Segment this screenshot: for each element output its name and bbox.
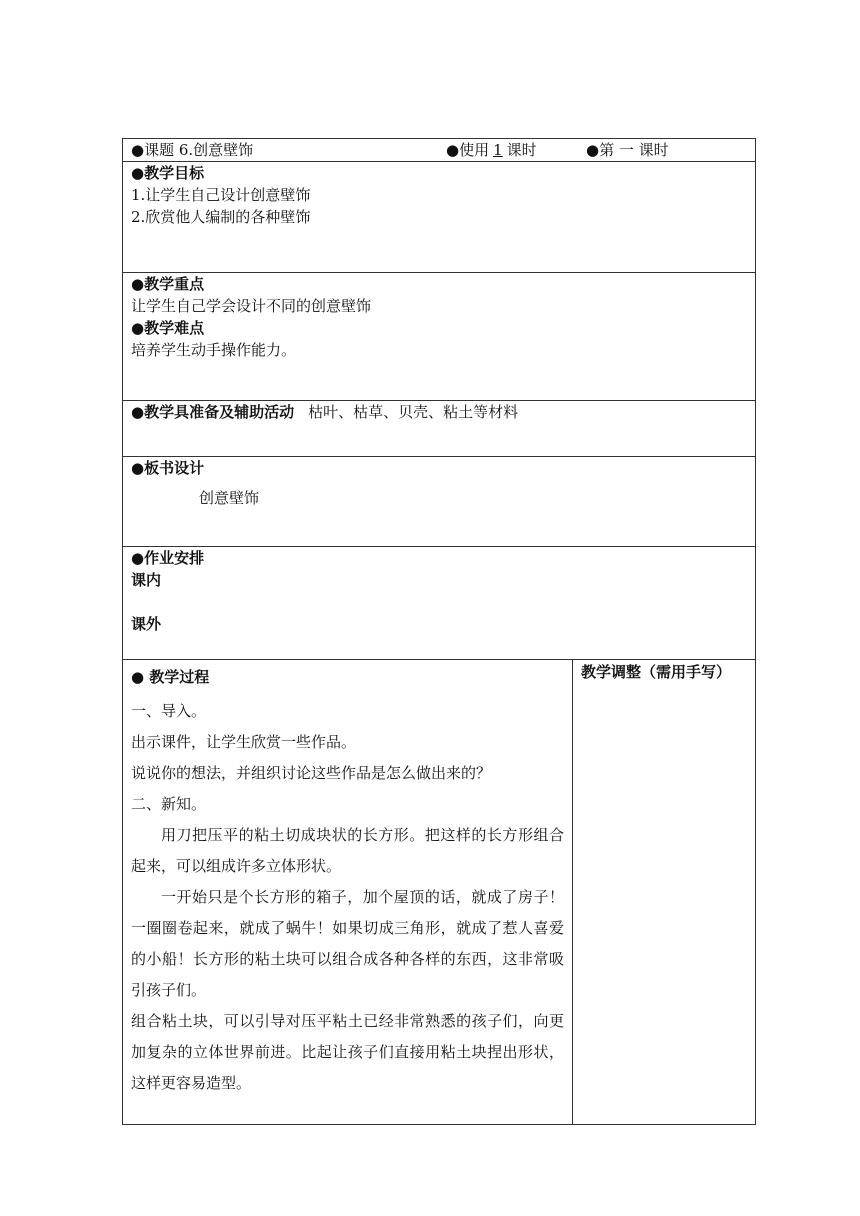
homework-cell <box>123 547 756 660</box>
homework-in-class: 课内 <box>131 571 162 589</box>
board-row <box>123 457 756 547</box>
key-points-cell <box>123 273 756 401</box>
process-line: 说说你的想法，并组织讨论这些作品是怎么做出来的？ <box>131 764 492 782</box>
process-row <box>123 660 756 1125</box>
homework-gap <box>131 591 747 613</box>
goal-item: 2.欣赏他人编制的各种壁饰 <box>131 208 311 226</box>
usage-prefix: ●使用 <box>446 141 490 159</box>
lesson-plan-table <box>122 138 756 1125</box>
process-line: 一、导入。 <box>131 702 207 720</box>
usage-number: 1 <box>493 141 503 159</box>
process-line: 二、新知。 <box>131 795 207 813</box>
board-cell <box>123 457 756 547</box>
lesson-plan-page <box>122 138 755 1125</box>
process-paragraph: 用刀把压平的粘土切成块状的长方形。把这样的长方形组合起来，可以组成许多立体形状。 <box>131 826 564 875</box>
preparation-row <box>123 401 756 457</box>
process-line: 出示课件，让学生欣赏一些作品。 <box>131 733 357 751</box>
usage-suffix: 课时 <box>506 141 537 159</box>
title-row <box>123 139 756 162</box>
lesson-topic: ●课题 6.创意壁饰 <box>131 141 254 159</box>
process-cell <box>123 660 573 1125</box>
goals-row <box>123 162 756 273</box>
lesson-number: ●第 一 课时 <box>586 141 669 159</box>
preparation-heading: ●教学具准备及辅助活动 <box>131 403 295 421</box>
title-cell <box>123 139 756 162</box>
board-text: 创意壁饰 <box>199 489 260 507</box>
difficulty-text: 培养学生动手操作能力。 <box>131 341 297 359</box>
preparation-text: 枯叶、枯草、贝壳、粘土等材料 <box>308 403 519 421</box>
adjustment-cell <box>573 660 756 1125</box>
homework-heading: ●作业安排 <box>131 549 205 567</box>
usage-hours <box>446 139 586 161</box>
goals-cell <box>123 162 756 273</box>
process-paragraph: 组合粘土块，可以引导对压平粘土已经非常熟悉的孩子们，向更加复杂的立体世界前进。比起让孩子们直接用粘土块捏出形状，这样更容易造型。 <box>131 1012 564 1092</box>
goal-item: 1.让学生自己设计创意壁饰 <box>131 186 311 204</box>
preparation-cell <box>123 401 756 457</box>
process-heading: ● 教学过程 <box>131 668 210 686</box>
adjustment-heading: 教学调整（需用手写） <box>581 663 732 681</box>
process-paragraph: 一开始只是个长方形的箱子，加个屋顶的话，就成了房子！一圈圈卷起来，就成了蜗牛！如果切成三角形，就成了惹人喜爱的小船！长方形的粘土块可以组合成各种各样的东西，这非常吸引孩子们。 <box>131 888 564 999</box>
key-points-row <box>123 273 756 401</box>
homework-row <box>123 547 756 660</box>
board-heading: ●板书设计 <box>131 459 205 477</box>
focus-heading: ●教学重点 <box>131 275 205 293</box>
difficulty-heading: ●教学难点 <box>131 319 205 337</box>
focus-text: 让学生自己学会设计不同的创意壁饰 <box>131 297 372 315</box>
goals-heading: ●教学目标 <box>131 164 205 182</box>
homework-after-class: 课外 <box>131 615 162 633</box>
